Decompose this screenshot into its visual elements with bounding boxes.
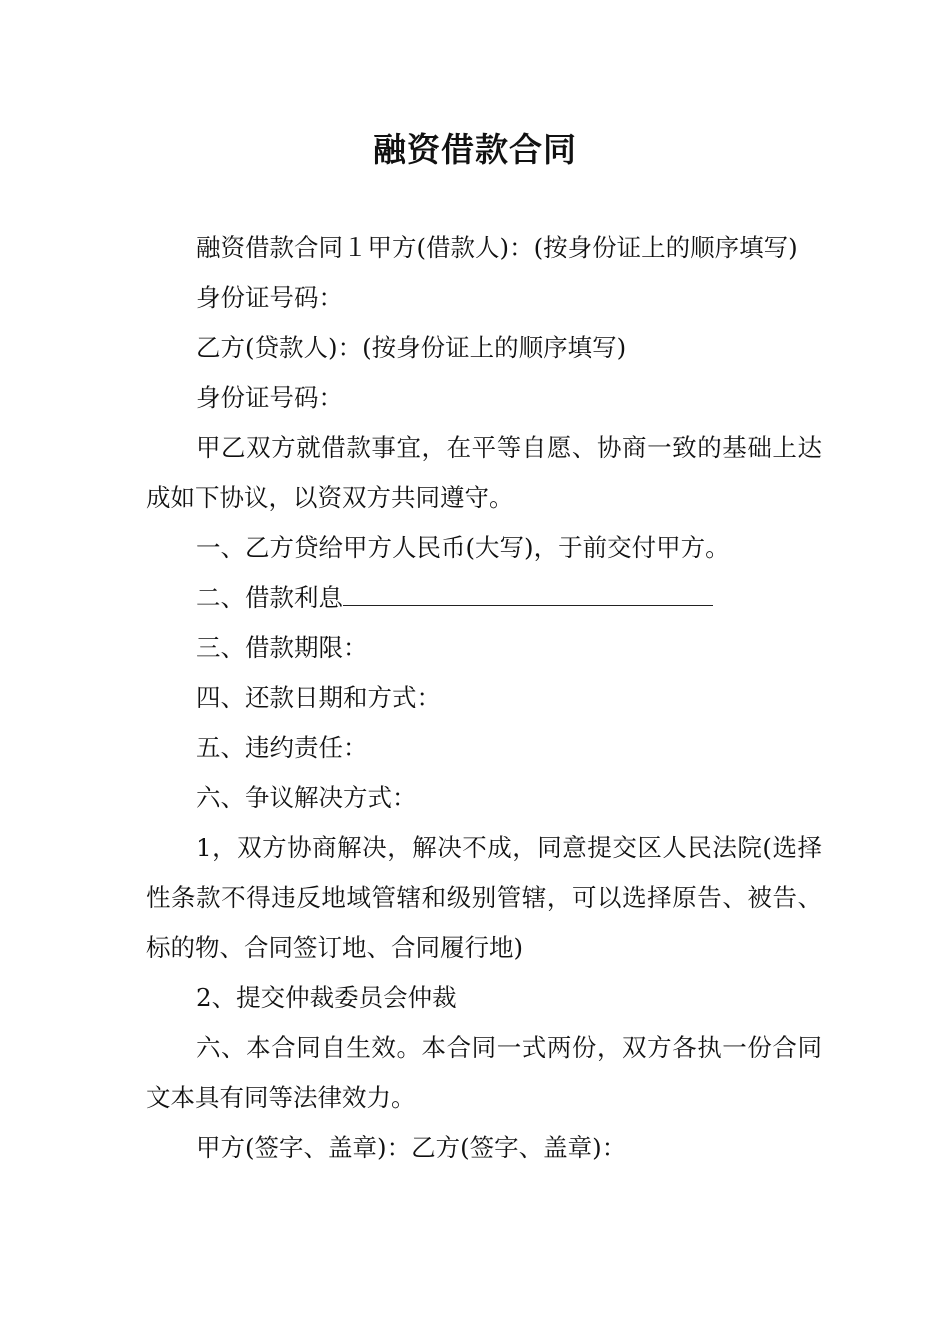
document-title: 融资借款合同 — [373, 130, 577, 169]
paragraph-clause-3: 三、借款期限： — [196, 633, 368, 662]
paragraph-effectiveness: 六、本合同自生效。本合同一式两份，双方各执一份合同文本具有同等法律效力。 — [146, 1033, 822, 1112]
paragraph-clause-5: 五、违约责任： — [196, 733, 368, 762]
paragraph-party-a: 融资借款合同１甲方(借款人)：(按身份证上的顺序填写) — [196, 233, 798, 262]
paragraph-party-b-id: 身份证号码： — [196, 383, 343, 412]
paragraph-party-b: 乙方(贷款人)：(按身份证上的顺序填写) — [196, 333, 627, 362]
paragraph-party-a-id: 身份证号码： — [196, 283, 343, 312]
document-body — [146, 223, 822, 1173]
paragraph-clause-6: 六、争议解决方式： — [196, 783, 417, 812]
paragraph-dispute-option-2: 2、提交仲裁委员会仲裁 — [196, 983, 457, 1012]
paragraph-dispute-option-1: 1，双方协商解决，解决不成，同意提交区人民法院(选择性条款不得违反地域管辖和级别管辖，可以选择原告、被告、标的物、合同签订地、合同履行地) — [146, 833, 822, 962]
paragraph-clause-1: 一、乙方贷给甲方人民币(大写)，于前交付甲方。 — [196, 533, 730, 562]
paragraph-clause-4: 四、还款日期和方式： — [196, 683, 441, 712]
fill-in-blank-line — [343, 583, 713, 606]
paragraph-signatures: 甲方(签字、盖章)：乙方(签字、盖章)： — [196, 1133, 627, 1162]
paragraph-agreement-intro: 甲乙双方就借款事宜，在平等自愿、协商一致的基础上达成如下协议，以资双方共同遵守。 — [146, 433, 822, 512]
clause-2-label: 二、借款利息 — [196, 583, 343, 612]
paragraph-clause-2 — [146, 573, 822, 623]
